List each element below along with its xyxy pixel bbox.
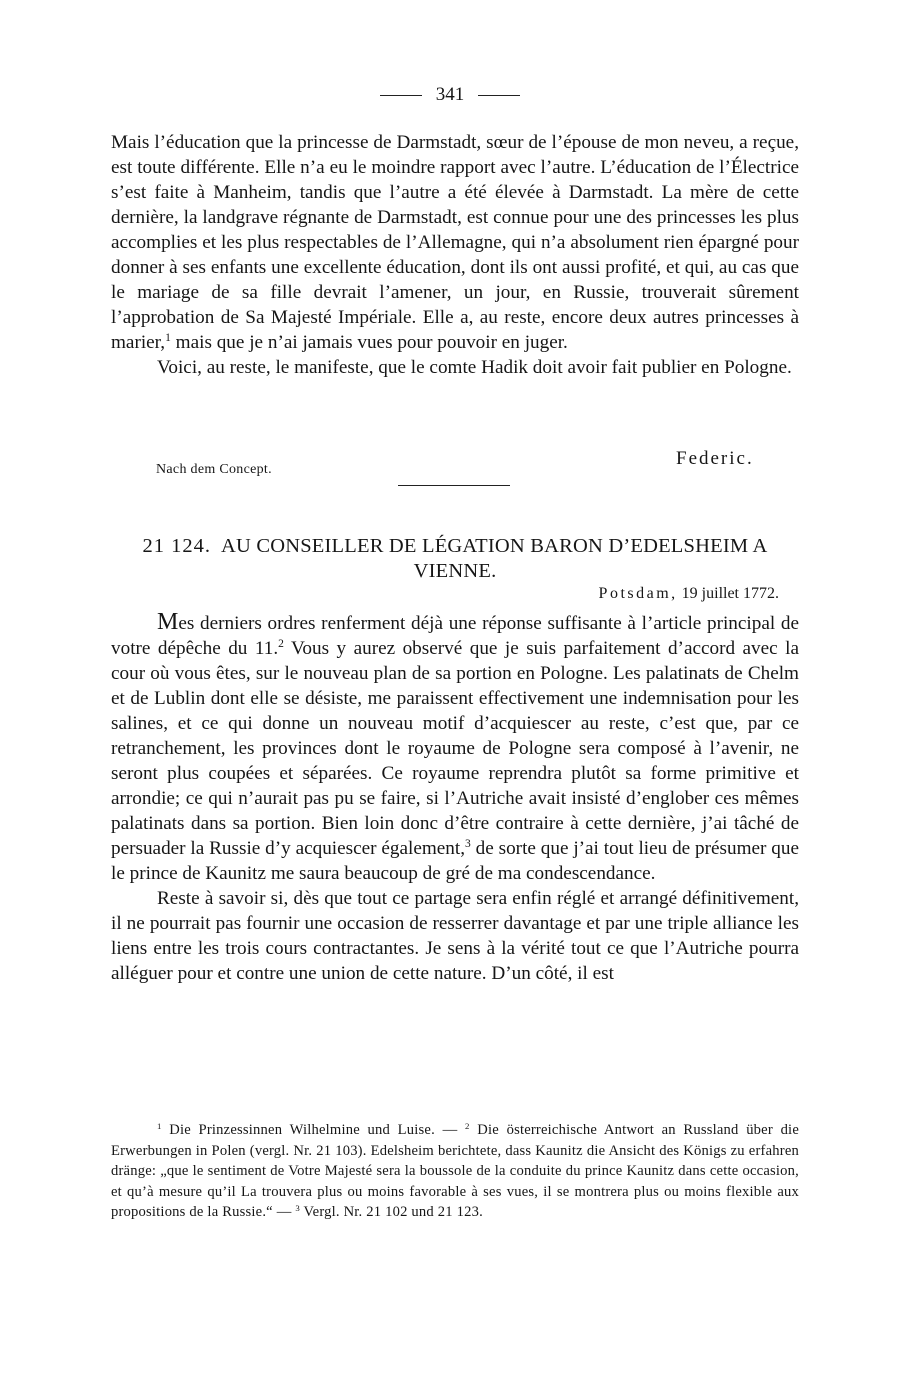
dateline: [599, 585, 779, 603]
footnotes: [111, 1120, 799, 1223]
drop-cap: M: [157, 609, 179, 635]
paragraph: Voici, au reste, le manifeste, que le comte Hadik doit avoir fait publier en Pologne.: [157, 357, 792, 378]
dateline-date: 19 juillet 1772.: [681, 585, 779, 602]
footnote-ref: 2: [278, 638, 284, 651]
footnote-ref: 3: [465, 838, 471, 851]
header-dash-right: [478, 95, 520, 96]
paragraph: [111, 130, 799, 355]
footnote-mark: 3: [295, 1202, 300, 1213]
page-number: 341: [435, 84, 465, 105]
dateline-place: Potsdam,: [598, 585, 678, 602]
footnote-mark: 2: [465, 1120, 470, 1131]
footnote-text: Vergl. Nr. 21 102 und 21 123.: [299, 1204, 483, 1220]
paragraph-text: Vous y aurez observé que je suis parfaitement d’accord avec la cour où vous êtes, sur le nouveau plan de sa portion en Pologne. Les palatinats de Chelm et de Lublin dont elle se désiste, me paraissent effectivement une indemnisation pour les salines, et ce qui donne un nouveau motif d’acquiescer au reste, c’est que, par ce retranchement, les provinces dont le royaume de Pologne sera composé à l’avenir, ne seront plus coupées et séparées. Ce royaume reprendra plutôt sa forme primitive et arrondie; ce qui n’aurait pas pu se faire, si l’Autriche avait insisté d’englober ces mêmes palatinats dans sa portion. Bien loin donc d’être contraire à cette dernière, j’ai tâché de persuader la Russie d’y acquiescer également,: [111, 638, 799, 859]
paragraph: [111, 610, 799, 886]
paragraph-text: de sorte que j’ai tout lieu de présumer que le prince de Kaunitz me saura beaucoup de gré de ma condescendance.: [111, 838, 799, 884]
footnote-mark: 1: [157, 1120, 162, 1131]
previous-letter-ending: [111, 130, 799, 380]
footnote-block: [111, 1120, 799, 1223]
paragraph-text: mais que je n’ai jamais vues pour pouvoir en juger.: [170, 332, 568, 353]
document-title: AU CONSEILLER DE LÉGATION BARON D’EDELSHEIM A VIENNE.: [220, 535, 768, 582]
section-divider: [398, 485, 510, 486]
footnote-text: Die Prinzessinnen Wilhelmine und Luise. —: [161, 1122, 466, 1138]
document-heading: [111, 534, 799, 584]
footnote-text: Die österreichische Antwort an Russland über die Erwerbungen in Polen (vergl. Nr. 21 103). Edelsheim berichtete, dass Kaunitz die Ansicht des Königs zu erfahren dränge: „que le sentiment de Votre Majesté sera la boussole de la conduite du prince Kaunitz dans cette occasion, et qu’à mesure qu’il La trouvera plus ou moins favorable à ses vues, il se montrera plus ou moins flexible aux propositions de la Russie.“ —: [111, 1122, 799, 1220]
source-note: Nach dem Concept.: [156, 462, 272, 477]
header-dash-left: [380, 95, 422, 96]
footnote-ref: 1: [165, 332, 171, 345]
paragraph-text: Mais l’éducation que la princesse de Darmstadt, sœur de l’épouse de mon neveu, a reçue, est toute différente. Elle n’a eu le moindre rapport avec l’autre. L’éducation de l’Électrice s’est faite à Manheim, tandis que l’autre a été élevée à Darmstadt. La mère de cette dernière, la landgrave régnante de Darmstadt, est connue pour une des princesses les plus accomplies et les plus respectables de l’Allemagne, qui n’a absolument rien épargné pour donner à ses enfants une excellente éducation, dont ils ont aussi profité, et qui, au cas que le mariage de sa fille devrait l’amener, un jour, en Russie, trouverait sûrement l’approbation de Sa Majesté Impériale. Elle a, au reste, encore deux autres princesses à marier,: [111, 132, 799, 353]
document-number: 21 124.: [142, 535, 211, 557]
paragraph-text: es derniers ordres renferment déjà une réponse suffisante à l’article principal de votre dépêche du 11.: [111, 613, 799, 659]
paragraph: Reste à savoir si, dès que tout ce partage sera enfin réglé et arrangé définitivement, il ne pourrait pas fournir une occasion de resserrer davantage et par une triple alliance les liens entre les trois cours contractantes. Je sens à la vérité tout ce que l’Autriche pourra alléguer pour et contre une union de cette nature. D’un côté, il est: [111, 888, 799, 984]
letter-body: [111, 610, 799, 986]
signature: Federic.: [676, 448, 754, 469]
page-header: [0, 84, 900, 106]
